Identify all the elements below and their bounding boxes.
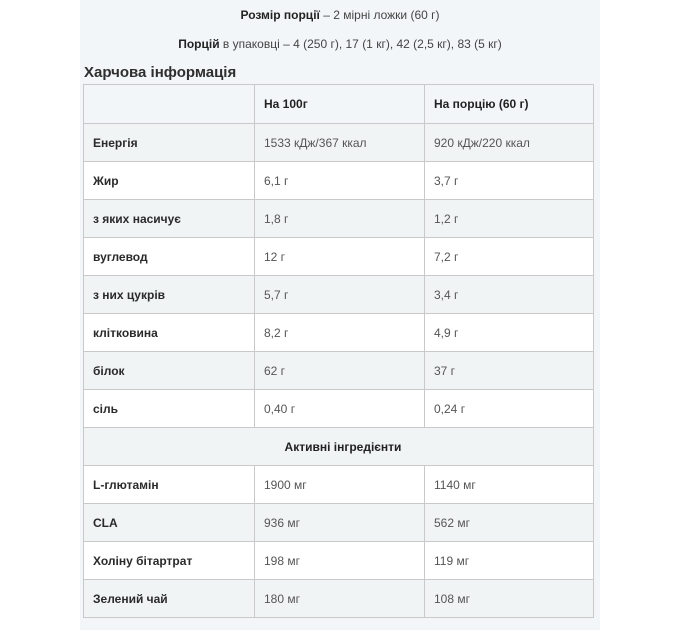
nutrient-name: білок — [84, 352, 255, 390]
header-cell-empty — [84, 85, 255, 124]
per-serving-value: 37 г — [425, 352, 594, 390]
per100-value: 1,8 г — [255, 200, 425, 238]
per-serving-value: 562 мг — [425, 504, 594, 542]
per100-value: 8,2 г — [255, 314, 425, 352]
nutrient-name: L-глютамін — [84, 466, 255, 504]
servings-per-pack-value: в упаковці – 4 (250 г), 17 (1 кг), 42 (2,5 кг), 83 (5 кг) — [219, 37, 502, 51]
per-serving-value: 1140 мг — [425, 466, 594, 504]
section-title: Харчова інформація — [84, 64, 237, 81]
table-row — [84, 276, 594, 314]
per-serving-value: 7,2 г — [425, 238, 594, 276]
table-row — [84, 238, 594, 276]
table-row — [84, 580, 594, 618]
nutrient-name: Холіну бітартрат — [84, 542, 255, 580]
per100-value: 180 мг — [255, 580, 425, 618]
nutrient-name: CLA — [84, 504, 255, 542]
nutrition-table — [83, 84, 594, 618]
per-serving-value: 1,2 г — [425, 200, 594, 238]
per100-value: 1900 мг — [255, 466, 425, 504]
servings-per-pack — [80, 37, 600, 51]
per100-value: 12 г — [255, 238, 425, 276]
table-row — [84, 466, 594, 504]
per-serving-value: 0,24 г — [425, 390, 594, 428]
serving-size-value: – 2 мірні ложки (60 г) — [319, 8, 440, 22]
header-cell-per100: На 100г — [255, 85, 425, 124]
per100-value: 0,40 г — [255, 390, 425, 428]
per100-value: 1533 кДж/367 ккал — [255, 124, 425, 162]
table-header-row — [84, 85, 594, 124]
nutrient-name: клітковина — [84, 314, 255, 352]
serving-size-label: Розмір порції — [240, 8, 320, 22]
per-serving-value: 3,7 г — [425, 162, 594, 200]
servings-per-pack-label: Порцій — [178, 37, 220, 51]
per-serving-value: 119 мг — [425, 542, 594, 580]
nutrient-name: сіль — [84, 390, 255, 428]
table-row — [84, 352, 594, 390]
nutrient-name: з них цукрів — [84, 276, 255, 314]
per100-value: 6,1 г — [255, 162, 425, 200]
serving-size — [80, 8, 600, 22]
active-ingredients-title: Активні інгредієнти — [84, 428, 594, 466]
table-row — [84, 542, 594, 580]
table-row — [84, 200, 594, 238]
per100-value: 62 г — [255, 352, 425, 390]
nutrient-name: Зелений чай — [84, 580, 255, 618]
table-row — [84, 162, 594, 200]
per-serving-value: 108 мг — [425, 580, 594, 618]
header-cell-per-serving: На порцію (60 г) — [425, 85, 594, 124]
table-row — [84, 390, 594, 428]
nutrient-name: з яких насичує — [84, 200, 255, 238]
per-serving-value: 4,9 г — [425, 314, 594, 352]
table-row — [84, 124, 594, 162]
per-serving-value: 3,4 г — [425, 276, 594, 314]
nutrient-name: Енергія — [84, 124, 255, 162]
nutrient-name: вуглевод — [84, 238, 255, 276]
per100-value: 936 мг — [255, 504, 425, 542]
active-ingredients-header-row — [84, 428, 594, 466]
table-row — [84, 504, 594, 542]
per100-value: 5,7 г — [255, 276, 425, 314]
nutrient-name: Жир — [84, 162, 255, 200]
table-row — [84, 314, 594, 352]
per-serving-value: 920 кДж/220 ккал — [425, 124, 594, 162]
per100-value: 198 мг — [255, 542, 425, 580]
